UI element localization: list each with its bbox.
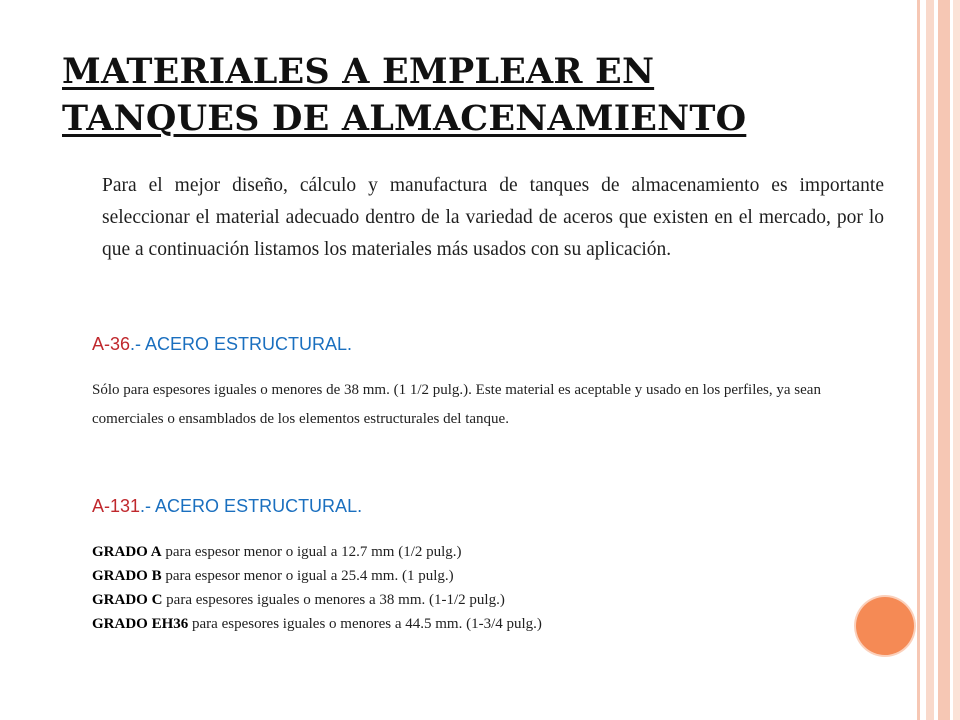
grade-label: GRADO C — [92, 592, 163, 608]
intro-paragraph: Para el mejor diseño, cálculo y manufactura de tanques de almacenamiento es importante seleccionar el material adecuado dentro de la variedad de aceros que existen en el mercado, por lo que a continuación listamos los materiales más usados con su aplicación. — [102, 175, 884, 260]
list-item — [92, 540, 872, 564]
page-title — [62, 48, 822, 142]
section-heading-text: .- ACERO ESTRUCTURAL. — [130, 334, 353, 354]
decorative-orange-circle — [856, 597, 914, 655]
section-text-a36: Sólo para espesores iguales o menores de 38 mm. (1 1/2 pulg.). Este material es aceptable y usado en los perfiles, ya sean comerciales o ensamblados de los elementos estructurales del tanque. — [92, 382, 821, 427]
grade-description: para espesor menor o igual a 12.7 mm (1/2 pulg.) — [161, 544, 462, 560]
list-item — [92, 612, 872, 636]
grade-description: para espesores iguales o menores a 38 mm. (1-1/2 pulg.) — [162, 592, 505, 608]
title-line-1: MATERIALES A EMPLEAR EN — [62, 51, 655, 92]
grade-description: para espesores iguales o menores a 44.5 mm. (1-3/4 pulg.) — [188, 616, 542, 632]
grade-label: GRADO EH36 — [92, 616, 189, 632]
grade-label: GRADO B — [92, 568, 162, 584]
material-code: A-36 — [92, 334, 131, 354]
material-code: A-131 — [92, 496, 141, 516]
section-heading-a36 — [92, 334, 352, 355]
section-heading-text: .- ACERO ESTRUCTURAL. — [140, 496, 363, 516]
grade-label: GRADO A — [92, 544, 162, 560]
decorative-side-stripes — [920, 0, 960, 720]
grade-description: para espesor menor o igual a 25.4 mm. (1 pulg.) — [161, 568, 454, 584]
list-item — [92, 588, 872, 612]
section-heading-a131 — [92, 496, 362, 517]
title-line-2: TANQUES DE ALMACENAMIENTO — [62, 98, 747, 139]
grades-list — [92, 540, 872, 636]
list-item — [92, 564, 872, 588]
